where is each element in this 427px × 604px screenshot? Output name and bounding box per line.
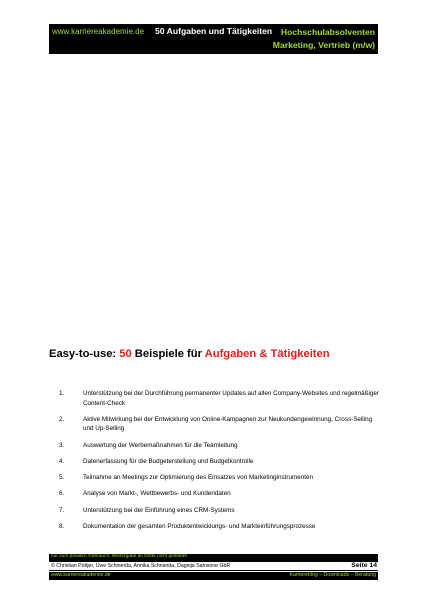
task-text: Aktive Mitwirkung bei der Entwicklung von Online-Kampagnen zur Neukundengewinnung, Cross-Selling und Up-Selling bbox=[83, 415, 373, 433]
section-headline bbox=[49, 348, 330, 360]
footer-divider bbox=[49, 570, 378, 571]
task-number: 8. bbox=[59, 523, 65, 531]
headline-highlight: Aufgaben & Tätigkeiten bbox=[204, 348, 330, 360]
task-item bbox=[59, 389, 379, 408]
page-number: Seite 14 bbox=[351, 562, 377, 569]
footer-bar bbox=[49, 572, 378, 580]
page-header bbox=[49, 24, 378, 54]
task-item bbox=[59, 522, 379, 532]
task-item bbox=[59, 441, 379, 451]
task-text: Auswertung der Werbemaßnahmen für die Teamleitung bbox=[83, 441, 238, 449]
header-site-link[interactable]: www.karriereakademie.de bbox=[52, 27, 145, 36]
usage-notice: nur zum privaten Gebrauch, Weitergabe an Dritte nicht gestattet bbox=[51, 554, 187, 559]
task-item bbox=[59, 506, 379, 516]
task-text: Unterstützung bei der Durchführung permanenter Updates auf allen Company-Websites und regelmäßiger Content-Check bbox=[83, 390, 379, 407]
task-text: Dokumentation der gesamten Produktentwicklungs- und Markteinführungsprozesse bbox=[83, 523, 316, 531]
task-item bbox=[59, 489, 379, 499]
header-role-line1: Hochschulabsolventen bbox=[280, 27, 375, 37]
task-list bbox=[59, 389, 379, 538]
task-item bbox=[59, 473, 379, 483]
task-item bbox=[59, 415, 379, 434]
footer-site-link[interactable]: www.karriereakademie.de bbox=[51, 572, 111, 578]
task-number: 1. bbox=[59, 390, 65, 397]
task-text: Analyse von Markt-, Wettbewerbs- und Kundendaten bbox=[83, 490, 231, 498]
task-number: 7. bbox=[59, 506, 65, 514]
header-target-group bbox=[273, 26, 375, 52]
task-number: 4. bbox=[59, 457, 65, 465]
task-text: Datenerfassung für die Budgeterstellung und Budgetkontrolle bbox=[83, 457, 254, 465]
usage-notice-bar bbox=[49, 554, 378, 562]
copyright-text: © Christian Püttjer, Uwe Schnierda, Annika Schnierda, Dagnija Samsone GbR bbox=[51, 563, 231, 569]
task-number: 2. bbox=[59, 415, 65, 423]
headline-number: 50 bbox=[119, 348, 132, 360]
header-role-line2: Marketing, Vertrieb (m/w) bbox=[272, 40, 375, 50]
header-title: 50 Aufgaben und Tätigkeiten bbox=[155, 26, 273, 36]
task-number: 6. bbox=[59, 490, 65, 498]
task-item bbox=[59, 457, 379, 467]
task-text: Teilnahme an Meetings zur Optimierung des Einsatzes von Marketinginstrumenten bbox=[83, 474, 313, 482]
headline-prefix: Easy-to-use: bbox=[49, 348, 120, 360]
task-number: 5. bbox=[59, 474, 65, 482]
task-text: Unterstützung bei der Einführung eines CRM-Systems bbox=[83, 506, 235, 514]
footer-links[interactable]: Karriereblog – Downloads – Beratung bbox=[289, 572, 376, 578]
task-number: 3. bbox=[59, 441, 65, 449]
headline-middle: Beispiele für bbox=[131, 348, 205, 360]
